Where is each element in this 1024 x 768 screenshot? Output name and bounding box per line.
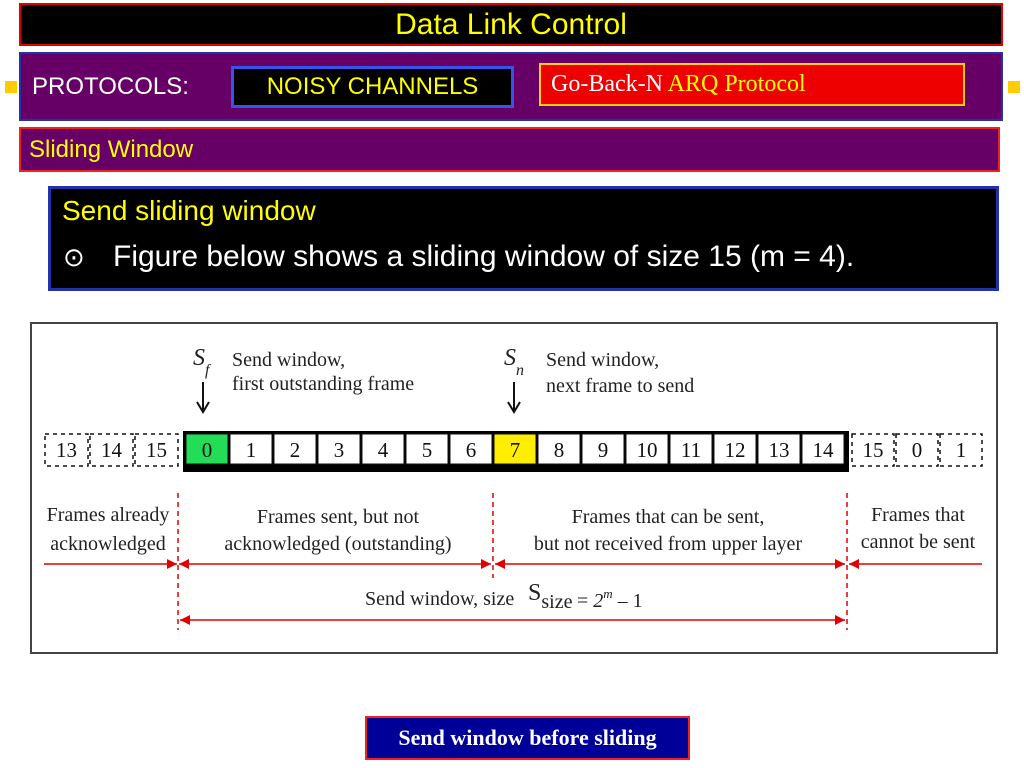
protocol-name-suffix: ARQ Protocol [667, 71, 806, 97]
section-title: Sliding Window [19, 127, 1000, 172]
window-frame-number: 6 [465, 438, 477, 462]
window-frames-group [186, 434, 844, 464]
acked-frame-number: 13 [56, 438, 77, 462]
unsendable-frame-number: 0 [911, 438, 923, 462]
content-heading: Send sliding window [62, 195, 316, 226]
window-frame-number: 10 [636, 438, 658, 462]
region-acked-line1: Frames already [46, 504, 170, 526]
sn-symbol: $S_n$ [504, 345, 524, 379]
window-frame-number: 5 [421, 438, 433, 462]
size-formula: = $2^m - 1$ [577, 586, 643, 612]
sf-symbol: $S_f$ [193, 345, 210, 379]
window-frame-number: 9 [597, 438, 609, 462]
region-cannot-line2: cannot be sent [860, 531, 976, 553]
bullet-text: Figure below shows a sliding window of size 15 (m = 4). [113, 240, 855, 273]
size-label: Send window, size [365, 588, 515, 610]
figure-caption: Send window before sliding [365, 716, 690, 760]
noisy-channels-badge: NOISY CHANNELS [231, 66, 514, 108]
window-frame-number: 1 [245, 438, 257, 462]
window-frame-number: 7 [509, 438, 521, 462]
window-frame-number: 4 [377, 438, 389, 462]
window-frame-number: 0 [201, 438, 213, 462]
slide-title: Data Link Control [19, 3, 1003, 46]
window-frame-number: 11 [680, 438, 702, 462]
circle-dot-bullet-icon: ⊙ [63, 242, 85, 272]
window-frame-number: 8 [553, 438, 565, 462]
acked-frame-number: 15 [146, 438, 167, 462]
region-cansend-line2: but not received from upper layer [533, 533, 803, 555]
protocols-label: PROTOCOLS: [32, 73, 189, 100]
protocol-name-prefix: Go-Back-N [551, 71, 663, 97]
region-cansend-line1: Frames that can be sent, [571, 506, 765, 528]
unsendable-frame-number: 15 [862, 438, 884, 462]
sf-label-line2: first outstanding frame [232, 373, 415, 395]
region-cannot-line1: Frames that [871, 504, 965, 526]
sf-label-line1: Send window, [232, 349, 346, 371]
window-frame-number: 13 [768, 438, 790, 462]
size-symbol: $S_{size}$ [528, 580, 573, 613]
region-acked-line2: acknowledged [50, 533, 166, 555]
right-frames-group [852, 434, 982, 466]
window-frame-number: 2 [289, 438, 301, 462]
unsendable-frame-number: 1 [955, 438, 967, 462]
acked-frame-number: 14 [101, 438, 122, 462]
window-frame-number: 14 [812, 438, 834, 462]
region-outstanding-line1: Frames sent, but not [256, 506, 420, 528]
left-frames-group [45, 434, 178, 466]
sn-label-line2: next frame to send [546, 375, 695, 397]
window-frame-number: 3 [333, 438, 345, 462]
sn-label-line1: Send window, [546, 349, 660, 371]
window-frame-number: 12 [724, 438, 746, 462]
region-outstanding-line2: acknowledged (outstanding) [224, 533, 452, 555]
